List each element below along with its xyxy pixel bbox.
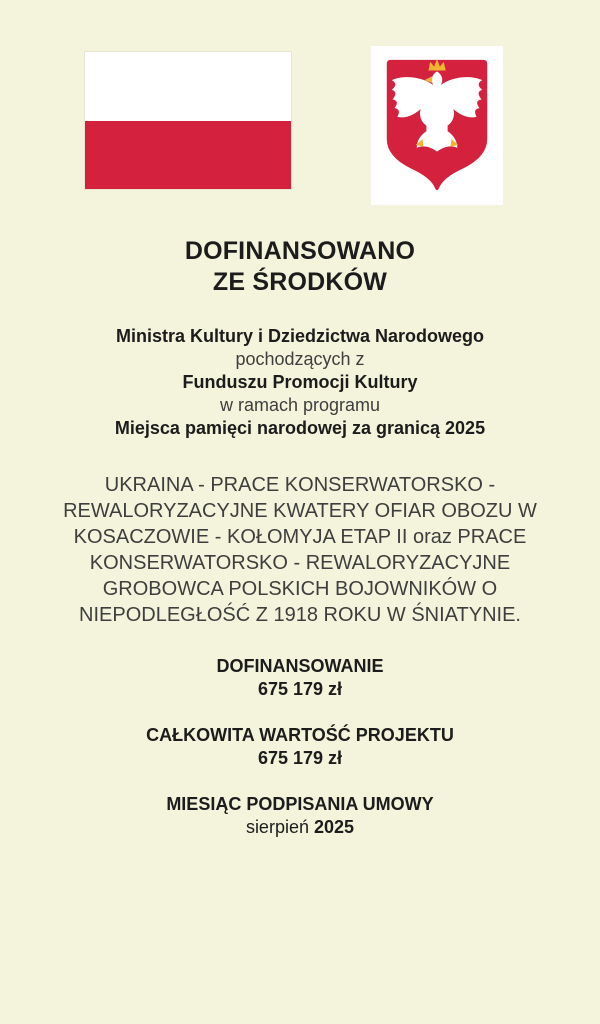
funding-amount: 675 179 zł [257,679,343,699]
signing-date [0,816,600,839]
project-description-line: KOSACZOWIE - KOŁOMYJA ETAP II oraz PRACE [73,526,527,548]
page-title-line1: DOFINANSOWANO [184,237,416,265]
project-description-line: NIEPODLEGŁOŚĆ Z 1918 ROKU W ŚNIATYNIE. [79,604,521,626]
polish-coat-of-arms [371,46,503,205]
signing-month: sierpień [245,817,309,837]
attribution-connector-2: w ramach programu [219,395,381,415]
eagle-emblem-icon [379,56,495,196]
minister-name: Ministra Kultury i Dziedzictwa Narodowego [115,326,485,346]
funding-label: DOFINANSOWANIE [216,656,384,676]
page-title-line2: ZE ŚRODKÓW [212,268,388,296]
project-description [30,472,570,628]
attribution-connector-1: pochodzących z [235,349,365,369]
total-value-group [0,724,600,770]
total-value-label: CAŁKOWITA WARTOŚĆ PROJEKTU [146,725,454,745]
page-title [0,236,600,298]
polish-flag [85,52,291,189]
program-attribution [0,325,600,440]
project-description-line: KONSERWATORSKO - REWALORYZACYJNE [89,552,511,574]
facts-section [0,655,600,862]
flag-red-stripe [85,121,291,190]
project-description-line: REWALORYZACYJNE KWATERY OFIAR OBOZU W [63,500,537,522]
project-description-line: UKRAINA - PRACE KONSERWATORSKO - [104,474,496,496]
project-description-line: GROBOWCA POLSKICH BOJOWNIKÓW O [102,578,498,600]
signing-year: 2025 [314,817,355,837]
funding-group [0,655,600,701]
signing-group [0,793,600,839]
fund-name: Funduszu Promocji Kultury [182,372,418,392]
flag-white-stripe [85,52,291,121]
total-value-amount: 675 179 zł [257,748,343,768]
program-name: Miejsca pamięci narodowej za granicą 2025 [114,418,486,438]
signing-label: MIESIĄC PODPISANIA UMOWY [166,794,434,814]
